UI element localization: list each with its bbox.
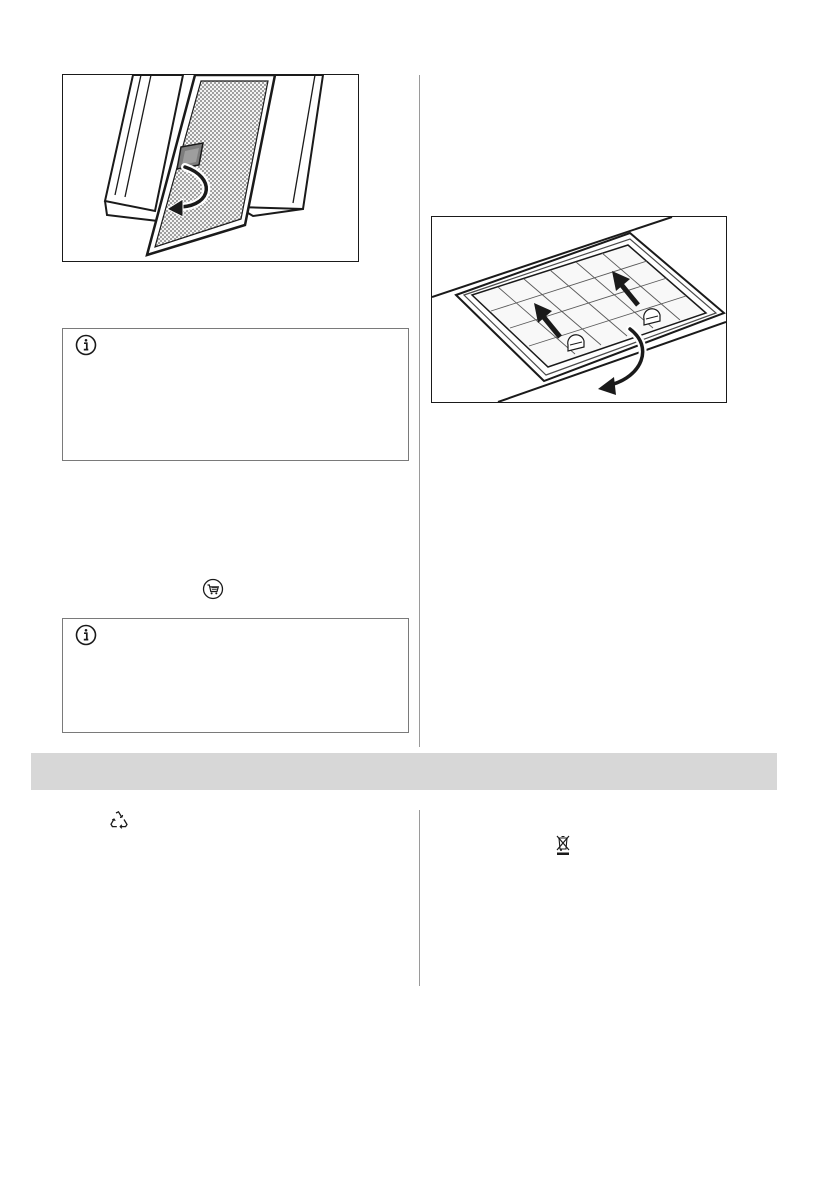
crossed-out-bin-icon bbox=[555, 834, 571, 856]
shopping-cart-icon bbox=[202, 578, 224, 600]
section-header-band bbox=[31, 753, 777, 790]
grease-filter-removal-illustration bbox=[63, 75, 358, 261]
recycle-icon bbox=[108, 809, 130, 831]
figure-grease-filter bbox=[62, 74, 359, 262]
figure-carbon-filter bbox=[431, 216, 727, 403]
info-icon bbox=[75, 334, 97, 356]
column-divider bbox=[419, 810, 420, 986]
carbon-filter-installation-illustration bbox=[432, 217, 726, 402]
info-box bbox=[62, 328, 409, 461]
info-box bbox=[62, 618, 409, 733]
info-icon bbox=[75, 624, 97, 646]
column-divider bbox=[419, 75, 420, 747]
